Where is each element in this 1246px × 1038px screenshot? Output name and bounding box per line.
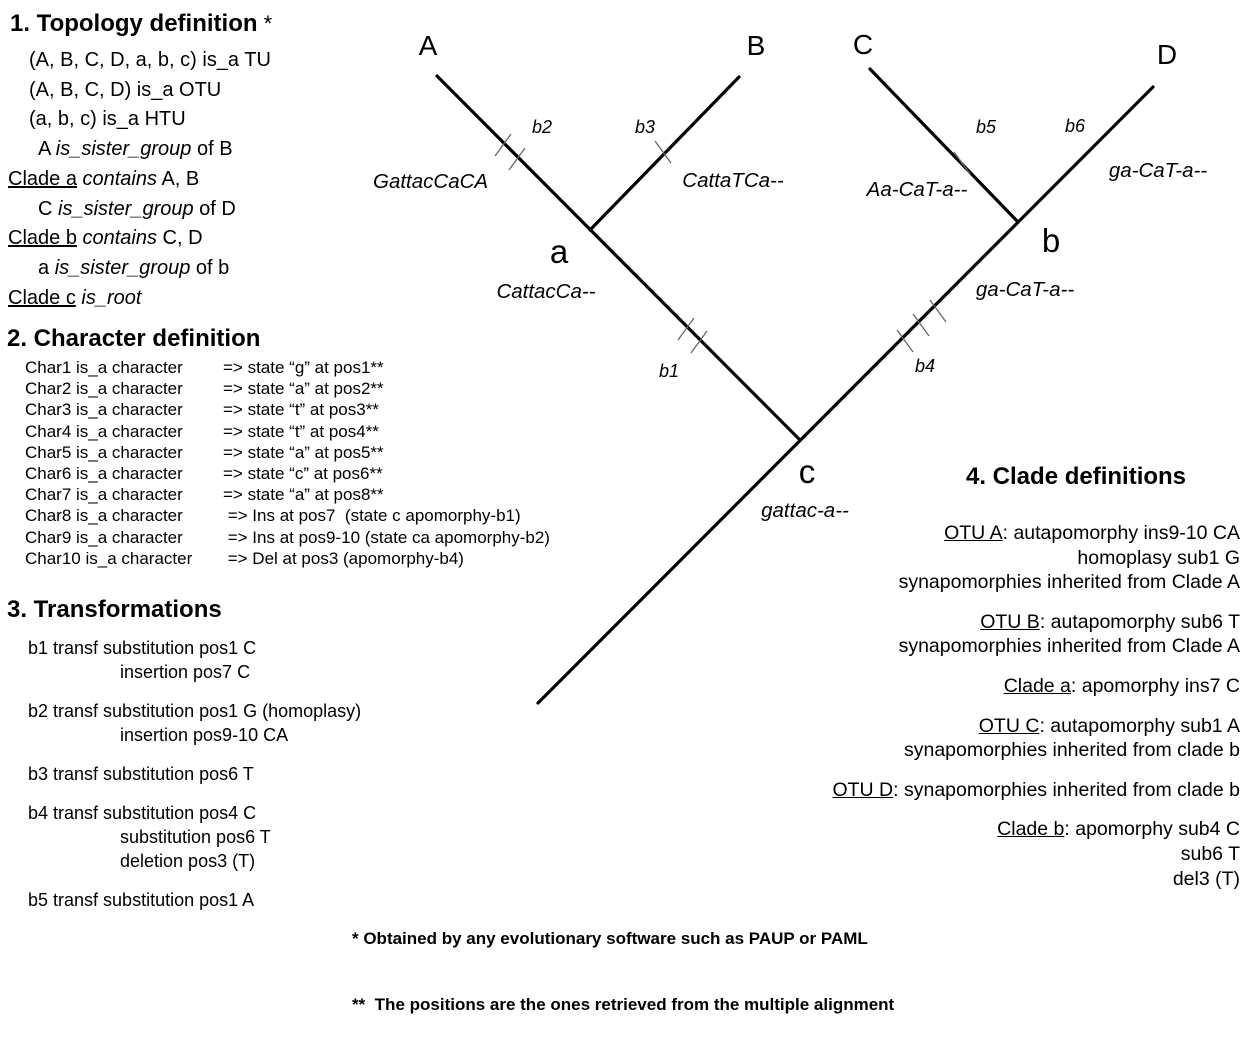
footnotes [352,884,894,1038]
topology-line-segment: A [38,138,56,161]
leaf-label-A: A [418,30,438,61]
topology-line [8,105,271,135]
character-definition: => state “t” at pos3** [223,400,379,420]
clade-group [832,817,1240,891]
character-name: Char5 is_a character [25,442,183,462]
character-row [25,463,383,484]
transformation-line: b3 transf substitution pos6 T [28,763,254,784]
clade-label: OTU C [978,714,1040,737]
character-definition: => state “a” at pos8** [223,485,384,505]
clade-section-title: 4. Clade definitions [966,463,1187,490]
sequence-node-a: CattacCa-- [496,280,596,303]
clade-extra-line: del3 (T) [1172,867,1240,890]
character-definition: => Del at pos3 (apomorphy-b4) [223,548,464,568]
character-row [25,399,379,420]
transformation-line: b1 transf substitution pos1 C [28,638,257,658]
topology-line-segment: Clade a [8,167,77,190]
topology-line [8,165,271,195]
clade-extra-line: sub6 T [1180,842,1240,865]
character-section-title: 2. Character definition [7,325,261,352]
transformation-line: insertion pos7 C [120,662,251,683]
character-row [25,527,550,548]
character-definition: => state “a” at pos5** [223,442,384,462]
clade-first-line [832,674,1240,699]
topology-line-segment: of B [191,138,233,161]
topology-line-segment: is_sister_group [58,197,194,220]
clade-label: OTU A [944,522,1003,544]
character-row [25,357,384,378]
transformation-line: deletion pos3 (T) [120,851,256,872]
character-definition: => state “g” at pos1** [223,358,384,377]
clade-first-line [832,521,1240,546]
sequence-leaf-A: GattacCaCA [373,170,489,193]
topology-line-segment: a [38,256,55,279]
character-name: Char3 is_a character [25,400,183,420]
footnote-double-star: ** The positions are the ones retrieved from the multiple alignment [352,995,895,1014]
character-name: Char9 is_a character [25,527,183,547]
clade-first-line [832,817,1240,842]
sequence-leaf-D: ga-CaT-a-- [1108,159,1208,182]
leaf-label-C: C [852,29,874,60]
transformation-line: b5 transf substitution pos1 A [28,889,255,910]
tick-marks-b5 [954,152,970,174]
topology-section-title: 1. Topology definition * [10,10,273,37]
topology-definition-list [8,46,271,313]
clade-extra-line: synapomorphies inherited from Clade A [898,571,1240,594]
clade-first-line [832,778,1240,803]
character-name: Char6 is_a character [25,464,183,484]
character-name: Char2 is_a character [25,379,183,399]
topology-line-segment: C, D [157,227,203,250]
topology-line-segment: (A, B, C, D, a, b, c) is_a TU [29,49,271,71]
clade-group [832,674,1240,699]
topology-line-segment: C [38,197,58,220]
topology-line-segment: Clade b [8,227,77,250]
character-name: Char10 is_a character [25,548,193,568]
branch-label-b2: b2 [531,117,553,137]
transformation-line: b4 transf substitution pos4 C [28,802,257,823]
transformation-group [28,888,361,912]
character-row [25,378,384,399]
node-label-b: b [1041,222,1061,259]
topology-line-segment: Clade c [8,286,76,309]
branch-label-b6: b6 [1064,116,1086,136]
clade-first-text: : apomorphy sub4 C [1064,818,1240,841]
character-row [25,442,384,463]
topology-line [8,195,271,225]
clade-first-text: : synapomorphies inherited from clade b [893,778,1240,801]
topology-line [8,46,271,76]
character-definition-list [25,357,550,569]
topology-line [8,224,271,254]
clade-label: OTU B [980,610,1040,633]
topology-line-segment: of D [193,197,236,220]
clade-label: Clade a [1003,674,1071,697]
character-definition: => Ins at pos7 (state c apomorphy-b1) [223,506,521,526]
branch-label-b4: b4 [914,356,936,376]
branch-label-b3: b3 [634,117,656,137]
topology-line-segment: contains [82,167,157,190]
transformation-line: b2 transf substitution pos1 G (homoplasy) [28,700,362,721]
topology-line-segment: contains [82,227,157,250]
character-row [25,548,464,569]
clade-first-line [832,610,1240,635]
transformations-list [28,636,361,927]
branch-label-b1: b1 [658,361,680,381]
sequence-node-c: gattac-a-- [761,499,849,522]
leaf-label-B: B [746,30,766,61]
clade-extra-line: synapomorphies inherited from clade b [903,739,1240,762]
clade-group [832,778,1240,803]
transformation-line: insertion pos9-10 CA [120,725,289,746]
topology-line [8,254,271,284]
transformation-group [28,699,361,748]
clade-label: OTU D [832,778,894,801]
clade-first-text: : apomorphy ins7 C [1070,674,1240,697]
clade-extra-line: synapomorphies inherited from Clade A [898,635,1240,658]
clade-extra-line: homoplasy sub1 G [1077,546,1240,569]
topology-line-segment: is_root [81,286,142,309]
sequence-node-b: ga-CaT-a-- [975,278,1075,301]
branch-label-b5: b5 [975,117,997,137]
footnote-single-star: * Obtained by any evolutionary software such as PAUP or PAML [352,929,868,948]
character-name: Char1 is_a character [25,358,183,377]
tick-marks-b4 [897,300,946,352]
topology-line [8,284,271,314]
topology-line-segment: is_sister_group [55,138,192,161]
transformations-section-title: 3. Transformations [7,596,222,623]
transformation-group [28,636,361,685]
character-name: Char4 is_a character [25,421,183,441]
transformation-group [28,801,361,874]
character-row [25,505,521,526]
sequence-leaf-C: Aa-CaT-a-- [866,178,968,201]
clade-first-text: : autapomorphy sub6 T [1039,610,1240,633]
clade-group [832,610,1240,659]
character-definition: => state “c” at pos6** [223,464,383,484]
topology-line-segment: of b [190,256,230,279]
character-definition: => Ins at pos9-10 (state ca apomorphy-b2) [223,527,550,547]
character-name: Char7 is_a character [25,485,183,505]
topology-line-segment: (A, B, C, D) is_a OTU [29,78,222,101]
clade-first-text: : autapomorphy ins9-10 CA [1002,522,1240,544]
character-row [25,421,379,442]
topology-line-segment: is_sister_group [54,256,191,279]
clade-definition-list [832,521,1240,906]
sequence-leaf-B: CattaTCa-- [682,169,784,192]
character-definition: => state “t” at pos4** [223,421,379,441]
clade-first-line [832,714,1240,739]
topology-line-segment: A, B [157,167,200,190]
transformation-group [28,762,361,786]
character-row [25,484,384,505]
node-label-a: a [549,233,569,270]
node-label-c: c [798,453,816,490]
character-name: Char8 is_a character [25,506,183,526]
clade-label: Clade b [997,818,1065,841]
branch-A-to-c [437,76,800,440]
topology-line-segment: (a, b, c) is_a HTU [29,108,186,131]
leaf-label-D: D [1156,39,1178,70]
footnote-star-marker: * [257,11,273,36]
topology-line [8,76,271,106]
clade-first-text: : autapomorphy sub1 A [1039,714,1240,737]
transformation-line: substitution pos6 T [120,826,271,847]
clade-group [832,521,1240,595]
topology-line [8,135,271,165]
character-definition: => state “a” at pos2** [223,379,384,399]
clade-group [832,714,1240,763]
